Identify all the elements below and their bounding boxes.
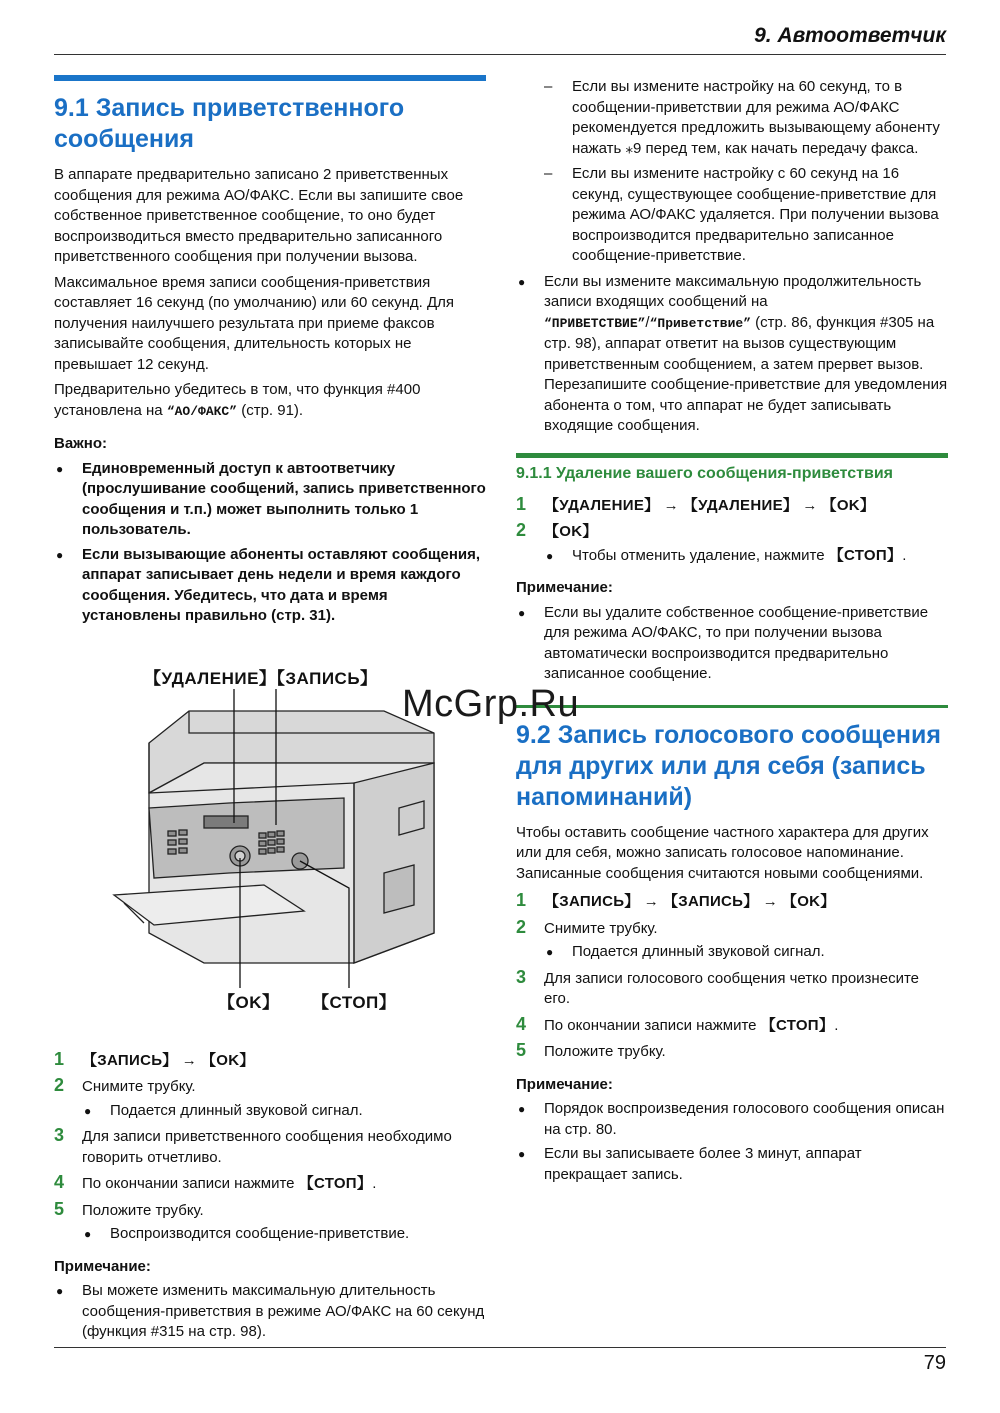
step: 2 Снимите трубку. ● Подается длинный звуковой сигнал. xyxy=(516,919,948,963)
step: 1 【УДАЛЕНИЕ】 → 【УДАЛЕНИЕ】 → 【OK】 xyxy=(516,493,876,514)
step: 4 По окончании записи нажмите 【СТОП】. xyxy=(516,1013,839,1034)
note-item: ● Если вы записываете более 3 минут, аппарат прекращает запись. xyxy=(516,1144,948,1185)
header-rule xyxy=(54,54,946,55)
section-9-2-title: 9.2 Запись голосового сообщения для других или для себя (запись напоминаний) xyxy=(516,720,941,811)
subsection-rule xyxy=(516,453,948,458)
mode-value: “АО/ФАКС” xyxy=(166,403,238,419)
step: 4 По окончании записи нажмите 【СТОП】. xyxy=(54,1172,377,1192)
note-item: ● Порядок воспроизведения голосового сообщения описан на стр. 80. xyxy=(516,1099,948,1140)
step-subitem: ● Подается длинный звуковой сигнал. xyxy=(544,942,948,963)
step: 5 Положите трубку. ● Воспроизводится сообщение-приветствие. xyxy=(54,1201,486,1245)
step: 1 【ЗАПИСЬ】 → 【ЗАПИСЬ】 → 【OK】 xyxy=(516,890,836,910)
page-number: 79 xyxy=(923,1352,946,1374)
step: 5 Положите трубку. xyxy=(516,1040,666,1060)
memo-intro-paragraph: Чтобы оставить сообщение частного характера для других или для себя, можно записать голосовое напоминание. Записанные сообщения считаются новыми сообщениями. xyxy=(516,823,929,882)
step: 2 Снимите трубку. ● Подается длинный звуковой сигнал. xyxy=(54,1077,486,1121)
intro-paragraph: В аппарате предварительно записано 2 приветственных сообщения для режима АО/ФАКС. Если вы запишите свое собственное приветственное сообщение, то оно будет воспроизводиться вместо предварительно записанного приветственного сообщения при получении вызова. xyxy=(54,166,464,265)
note-title: Примечание: xyxy=(516,579,613,596)
section-9-1-title: 9.1 Запись приветственного сообщения xyxy=(54,94,405,153)
section-rule xyxy=(54,75,486,81)
label-ok: 【OK】 xyxy=(218,992,280,1012)
section-rule xyxy=(516,705,948,708)
important-title: Важно: xyxy=(54,435,108,452)
step: 3 Для записи приветственного сообщения необходимо говорить отчетливо. xyxy=(54,1125,452,1166)
step: 2 【OK】 ● Чтобы отменить удаление, нажмите 【СТОП】. xyxy=(516,522,948,566)
max-time-paragraph: Максимальное время записи сообщения-приветствия составляет 16 секунд (по умолчанию) или 60 секунд. Для получения наилучшего результата при приеме факсов записывайте сообщения, длительность которых не превышает 12 секунд. xyxy=(54,273,455,373)
section-9-1-1-title: 9.1.1 Удаление вашего сообщения-приветствия xyxy=(516,464,893,482)
step-subitem: ● Подается длинный звуковой сигнал. xyxy=(82,1101,486,1122)
right-column xyxy=(516,77,948,1189)
note-title: Примечание: xyxy=(516,1075,613,1093)
footer-rule xyxy=(54,1347,946,1348)
step: 3 Для записи голосового сообщения четко произнесите его. xyxy=(516,966,919,1007)
important-item: ● Единовременный доступ к автоответчику (прослушивание сообщений, запись приветственного сообщения и т.п.) может выполнить только 1 пользователь. xyxy=(54,459,486,541)
chapter-title: 9. Автоответчик xyxy=(754,24,946,47)
step-subitem: ● Чтобы отменить удаление, нажмите 【СТОП】. xyxy=(544,546,948,567)
note-item: ● Вы можете изменить максимальную длительность сообщения-приветствия в режиме АО/ФАКС на 60 секунд (функция #315 на стр. 98). xyxy=(54,1281,486,1343)
step: 1 【ЗАПИСЬ】 → 【OK】 xyxy=(54,1048,255,1069)
note-item: ● Если вы измените максимальную продолжительность записи входящих сообщений на “ПРИВЕТСТВИЕ”/“Приветствие” (стр. 86, функция #305 на стр. 98), аппарат ответит на вызов существующим приветственным сообщением, а затем прервет вызов. Перезапишите сообщение-приветствие для уведомления абонента о том, что аппарат не будет записывать входящие сообщения. xyxy=(516,272,948,437)
watermark: McGrp.Ru xyxy=(402,683,580,725)
label-delete-record: 【УДАЛЕНИЕ】【ЗАПИСЬ】 xyxy=(144,668,378,688)
note-subitem: – Если вы измените настройку на 60 секунд, то в сообщении-приветствии для режима АО/ФАКС рекомендуется предложить вызывающему абоненту нажать ⁎9 перед тем, как начать передачу факса. xyxy=(516,77,948,159)
label-stop: 【СТОП】 xyxy=(312,992,397,1012)
note-subitem: – Если вы измените настройку с 60 секунд на 16 секунд, существующее сообщение-приветствие для режима АО/ФАКС удаляется. При получении вызова воспроизводится предварительно записанное сообщение-приветствие. xyxy=(516,164,948,267)
note-item: ● Если вы удалите собственное сообщение-приветствие для режима АО/ФАКС, то при получении вызова автоматически воспроизводится предварительно записанное сообщение. xyxy=(516,603,948,685)
important-item: ● Если вызывающие абоненты оставляют сообщения, аппарат записывает день недели и время каждого сообщения. Убедитесь, что дата и время установлены правильно (стр. 31). xyxy=(54,545,486,627)
note-title: Примечание: xyxy=(54,1257,151,1275)
step-subitem: ● Воспроизводится сообщение-приветствие. xyxy=(82,1224,486,1245)
check-function-paragraph: Предварительно убедитесь в том, что функция #400 установлена на “АО/ФАКС” (стр. 91). xyxy=(54,381,421,419)
